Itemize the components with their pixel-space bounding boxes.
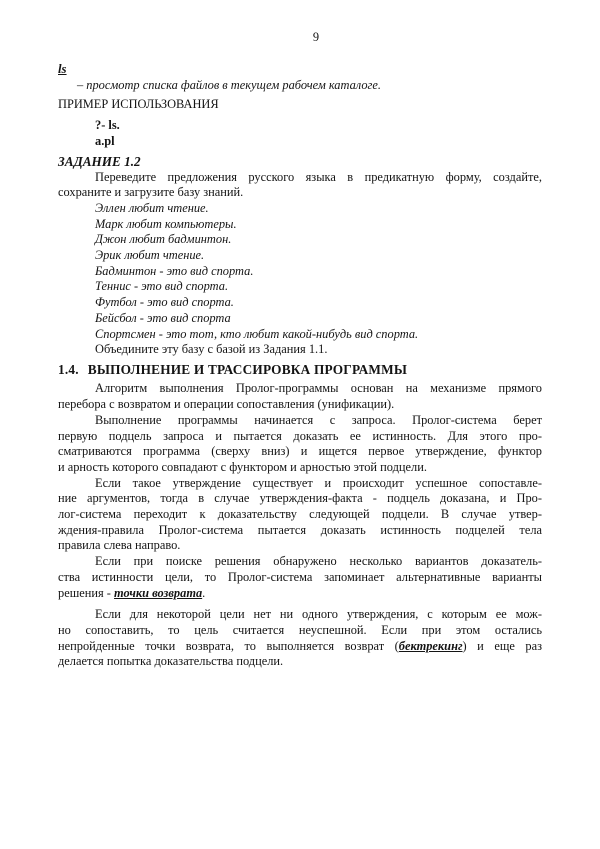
section-number: 1.4. xyxy=(58,361,79,377)
paragraph-matching xyxy=(58,476,542,555)
fact-sentence: Бейсбол - это вид спорта xyxy=(95,310,231,325)
paragraph-line-text: решения - xyxy=(58,585,115,600)
example-usage-heading: ПРИМЕР ИСПОЛЬЗОВАНИЯ xyxy=(58,97,219,112)
command-definition: – просмотр списка файлов в текущем рабочем каталоге. xyxy=(77,77,381,92)
paragraph-line: ства истинности цели, то Пролог-система запоминает альтернативные варианты xyxy=(58,569,542,584)
query-output: a.pl xyxy=(95,133,115,148)
paragraph-line: лог-система переходит к доказательству следующей подцели. В случае утвер- xyxy=(58,507,542,522)
task-intro-line: сохраните и загрузите базу знаний. xyxy=(58,185,244,200)
page-number: 9 xyxy=(312,30,320,44)
paragraph-line: делается попытка доказательства подцели. xyxy=(58,654,284,669)
paragraph-line: но сопоставить, то цель считается неуспешной. Если при этом остались xyxy=(58,623,542,637)
paragraph-line xyxy=(58,639,542,655)
merge-instruction: Объедините эту базу с базой из Задания 1.1. xyxy=(95,342,328,357)
emphasized-term-backtrack-points: точки возврата xyxy=(114,585,203,600)
emphasized-term-backtracking: бектрекинг xyxy=(398,638,463,653)
paragraph-backtrack-points xyxy=(58,554,542,601)
command-term-text: ls xyxy=(58,62,67,76)
paragraph-execution xyxy=(58,413,542,476)
paragraph-algorithm xyxy=(58,381,542,412)
prolog-query: ?- ls. xyxy=(95,118,120,133)
paragraph-line xyxy=(58,586,542,602)
paragraph-line-text: . xyxy=(202,585,206,600)
paragraph-line: и арность которого совпадают с функтором и арностью этой подцели. xyxy=(58,459,427,474)
fact-sentence: Футбол - это вид спорта. xyxy=(95,295,234,310)
fact-sentence: Эллен любит чтение. xyxy=(95,200,209,215)
paragraph-line: Если для некоторой цели нет ни одного утверждения, с которым ее мож- xyxy=(95,607,542,622)
fact-sentence: Спортсмен - это тот, кто любит какой-нибудь вид спорта. xyxy=(95,326,419,341)
section-heading xyxy=(58,362,542,379)
paragraph-line-text: ) и еще раз xyxy=(462,638,542,653)
task-intro-line: Переведите предложения русского языка в предикатную форму, создайте, xyxy=(95,169,542,184)
fact-sentence: Марк любит компьютеры. xyxy=(95,216,237,231)
text-column xyxy=(58,0,542,670)
fact-sentence: Джон любит бадминтон. xyxy=(95,232,232,247)
paragraph-line: сматриваются программа (сверху вниз) и ищется первое утверждение, функтор xyxy=(58,444,542,459)
paragraph-line: ждения-правила Пролог-система пытается доказать истинность подцелей тела xyxy=(58,522,542,537)
paragraph-line: Если такое утверждение существует и происходит успешное сопоставле- xyxy=(95,475,542,490)
command-term xyxy=(58,62,542,78)
paragraph-line: первую подцель запроса и пытается доказать ее истинность. Для этого про- xyxy=(58,428,542,443)
paragraph-line-text: непройденные точки возврата, то выполняется возврат ( xyxy=(58,638,399,653)
paragraph-line: перебора с возвратом и операции сопоставления (унификации). xyxy=(58,397,395,412)
paragraph-line: ние аргументов, тогда в случае утверждения-факта - подцель доказана, и Про- xyxy=(58,491,542,506)
paragraph-line: Если при поиске решения обнаружено несколько вариантов доказатель- xyxy=(95,554,542,569)
fact-sentence: Теннис - это вид спорта. xyxy=(95,279,229,294)
paragraph-line: правила слева направо. xyxy=(58,538,181,553)
task-heading: ЗАДАНИЕ 1.2 xyxy=(58,153,141,169)
section-title: ВЫПОЛНЕНИЕ И ТРАССИРОВКА ПРОГРАММЫ xyxy=(87,361,408,377)
fact-sentence: Эрик любит чтение. xyxy=(95,248,205,263)
fact-sentence: Бадминтон - это вид спорта. xyxy=(95,263,254,278)
paragraph-line: Выполнение программы начинается с запроса. Пролог-система берет xyxy=(95,412,542,427)
paragraph-line: Алгоритм выполнения Пролог-программы основан на механизме прямого xyxy=(95,381,542,396)
paragraph-backtracking xyxy=(58,607,542,670)
